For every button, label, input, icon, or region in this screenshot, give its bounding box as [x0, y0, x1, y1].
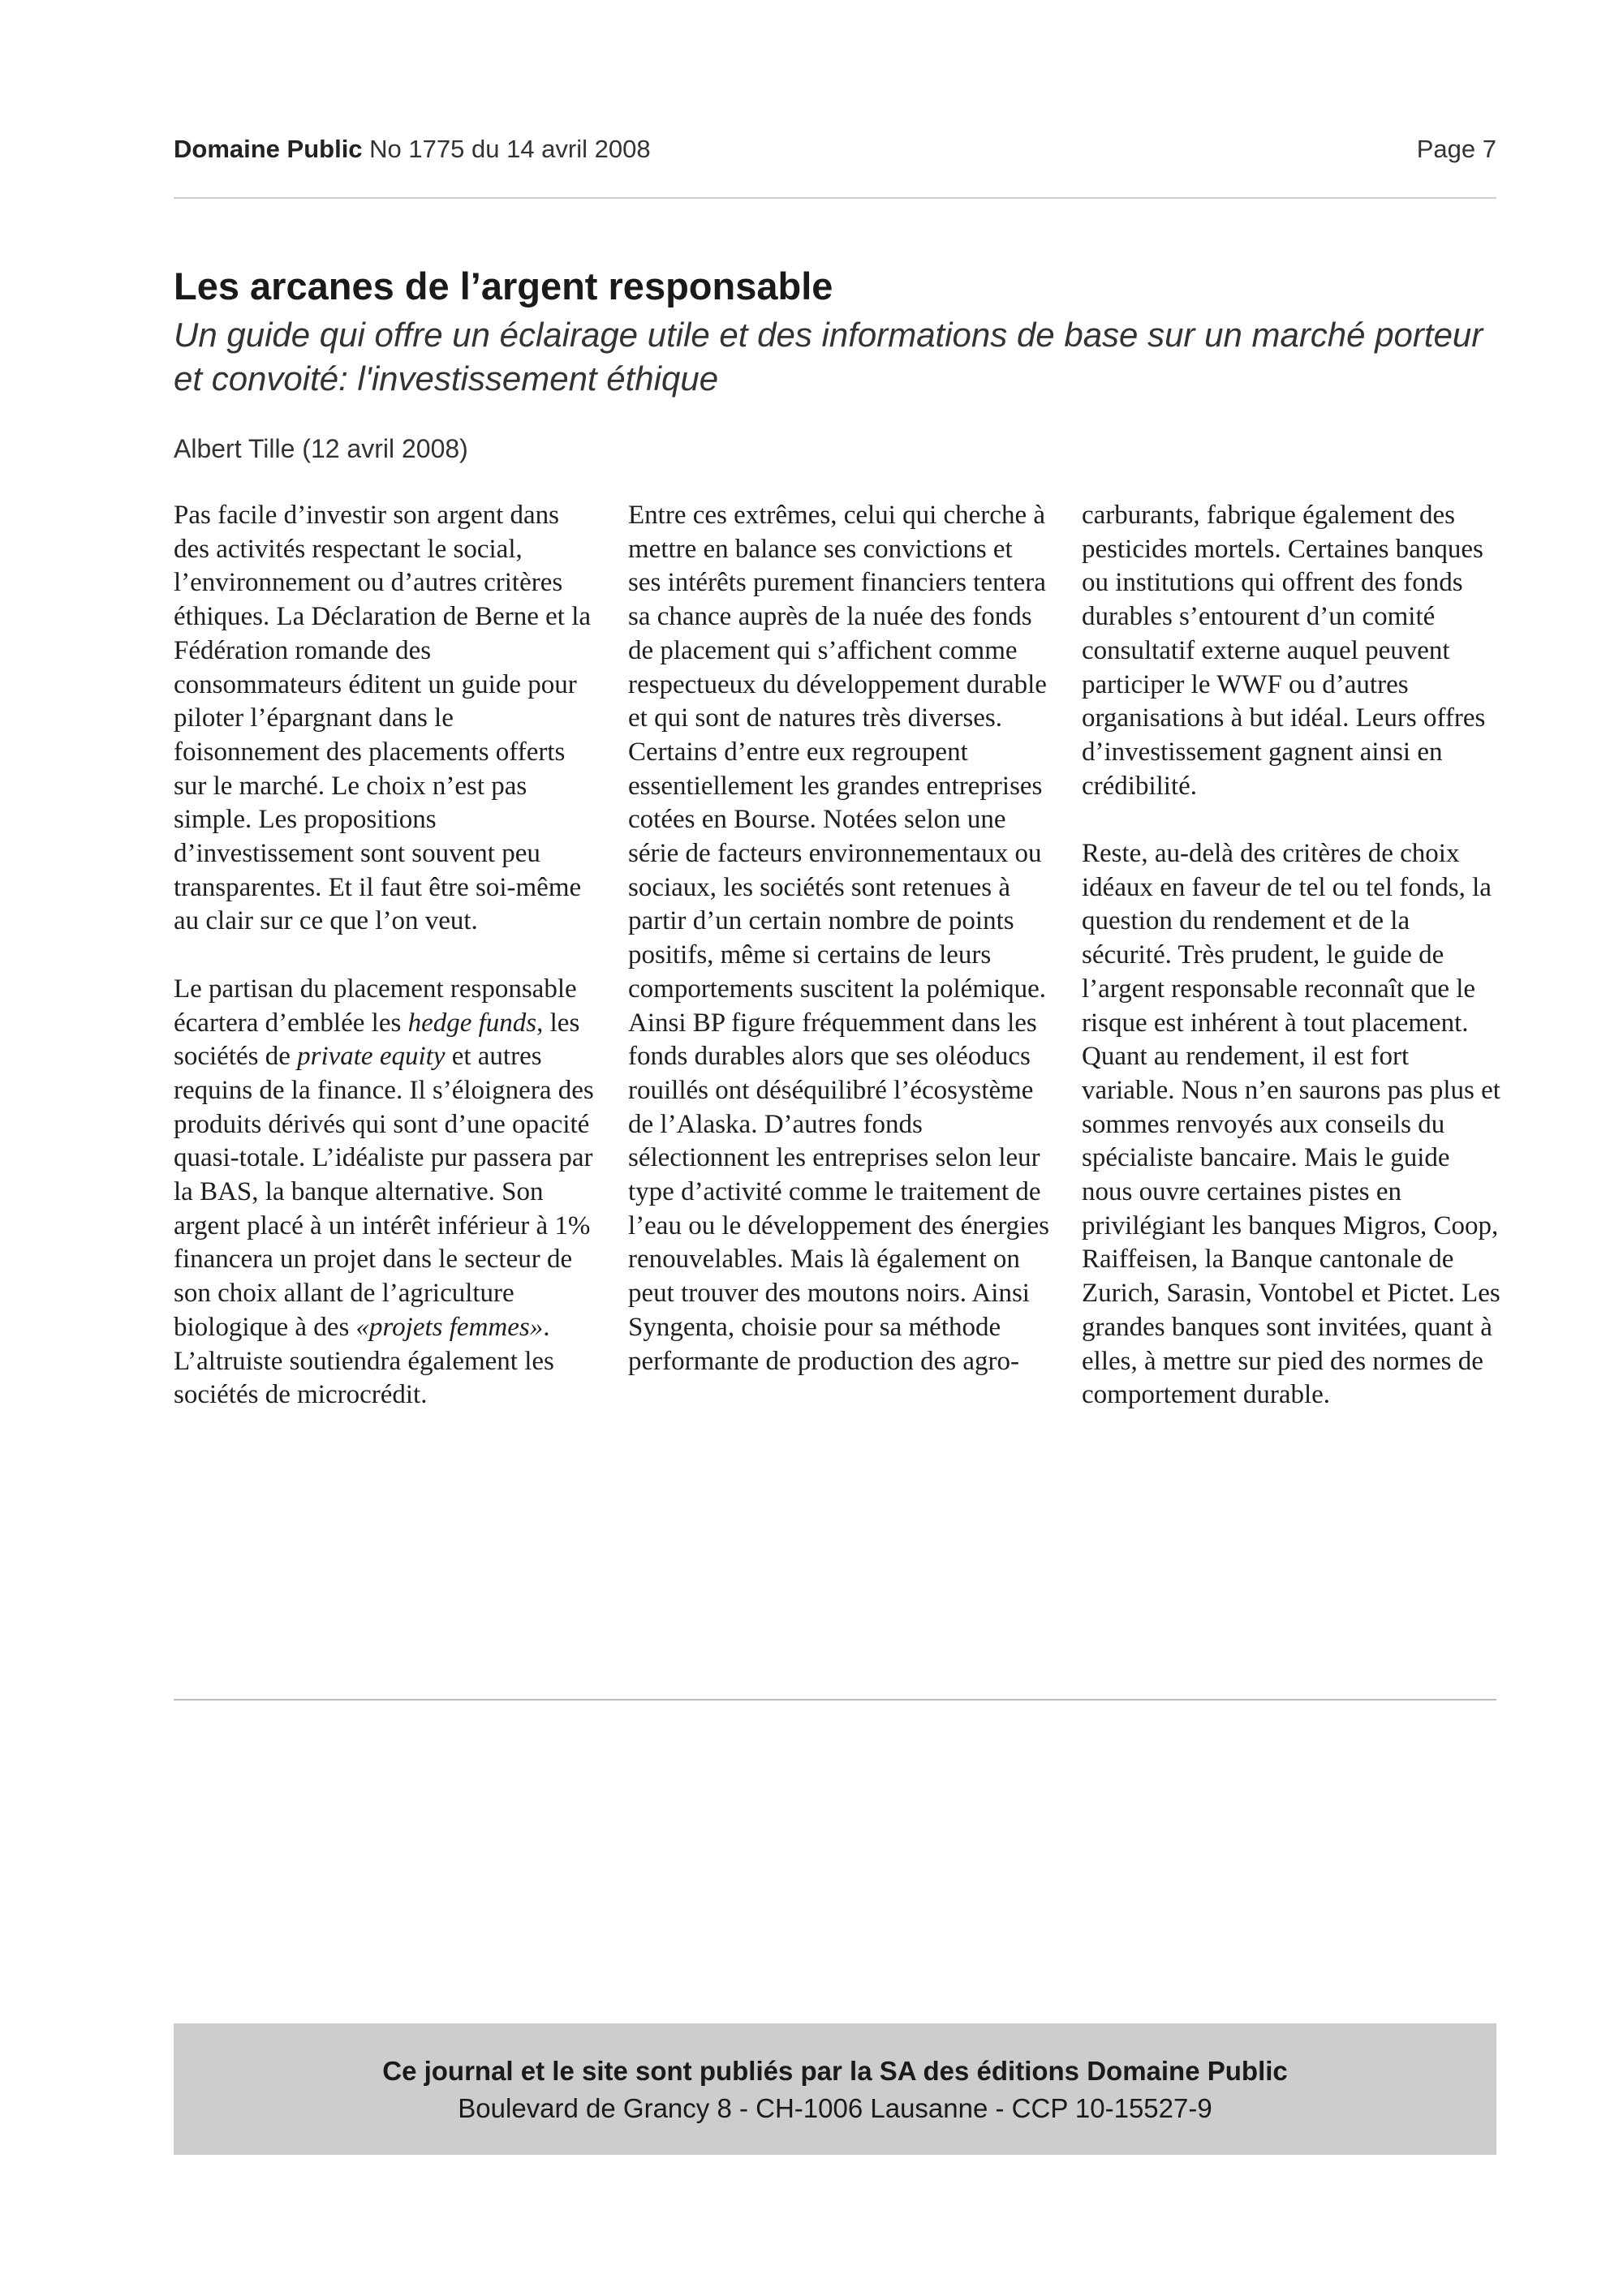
article-byline: Albert Tille (12 avril 2008) [174, 434, 468, 463]
paragraph: carburants, fabrique également des pesticides mortels. Certaines banques ou institutions qui offrent des fonds durables s’entourent d’un comité consultatif externe auquel peuvent participer le WWF ou d’autres organisations à but idéal. Leurs offres d’investissement gagnent ainsi en crédibilité. [1082, 501, 1486, 801]
paragraph: Reste, au-delà des critères de choix idéaux en faveur de tel ou tel fonds, la question du rendement et de la sécurité. Très prudent, le guide de l’argent responsable reconnaît que le risque est inhérent à tout placement. Quant au rendement, il est fort variable. Nous n’en saurons pas plus et sommes renvoyés aux conseils du spécialiste bancaire. Mais le guide nous ouvre certaines pistes en privilégiant les banques Migros, Coop, Raiffeisen, la Banque cantonale de Zurich, Sarasin, Vontobel et Pictet. Les grandes banques sont invitées, quant à elles, à mettre sur pied des normes de comportement durable. [1082, 839, 1500, 1410]
page-header [174, 135, 1496, 174]
article-subtitle: Un guide qui offre un éclairage utile et des informations de base sur un marché porteur et convoité: l'investissement éthique [174, 316, 1483, 398]
column-3 [1082, 499, 1504, 1412]
text-run: , les sociétés de [174, 1008, 580, 1072]
paragraph: Pas facile d’investir son argent dans des activités respectant le social, l’environnement ou d’autres critères éthiques. La Déclaration de Berne et la Fédération romande des consommateurs éditent un guide pour piloter l’épargnant dans le foisonnement des placements offerts sur le marché. Le choix n’est pas simple. Les propositions d’investissement sont souvent peu transparentes. Et il faut être soi-même au clair sur ce que l’on veut. [174, 501, 592, 936]
page-number: Page 7 [1416, 135, 1496, 163]
article-title: Les arcanes de l’argent responsable [174, 264, 833, 307]
column-2 [628, 499, 1050, 1378]
column-1 [174, 499, 596, 1412]
footer-publisher-line: Ce journal et le site sont publiés par la SA des éditions Domaine Public [382, 2056, 1288, 2086]
footer-address-line: Boulevard de Grancy 8 - CH-1006 Lausanne - CCP 10-15527-9 [458, 2093, 1212, 2123]
publication-name: Domaine Public [174, 135, 363, 163]
emphasis-private-equity: private equity [297, 1042, 446, 1072]
article-body [174, 499, 1500, 1659]
paragraph [174, 973, 596, 1412]
header-divider [174, 197, 1496, 199]
body-divider [174, 1699, 1496, 1701]
text-run: et autres requins de la finance. Il s’éloignera des produits dérivés qui sont d’une opacité quasi-totale. L’idéaliste pur passera par la BAS, la banque alternative. Son argent placé à un intérêt inférieur à 1% financera un projet dans le secteur de son choix allant de l’agriculture biologique à des [174, 1042, 594, 1342]
issue-info: No 1775 du 14 avril 2008 [369, 135, 651, 163]
text-run: Le partisan du placement responsable écartera d’emblée les [174, 974, 577, 1038]
paragraph: Entre ces extrêmes, celui qui cherche à mettre en balance ses convictions et ses intérêts purement financiers tentera sa chance auprès de la nuée des fonds de placement qui s’affichent comme respectueux du développement durable et qui sont de natures très diverses. Certains d’entre eux regroupent essentiellement les grandes entreprises cotées en Bourse. Notées selon une série de facteurs environnementaux ou sociaux, les sociétés sont retenues à partir d’un certain nombre de points positifs, même si certains de leurs comportements suscitent la polémique. Ainsi BP figure fréquemment dans les fonds durables alors que ses oléoducs rouillés ont déséquilibré l’écosystème de l’Alaska. D’autres fonds sélectionnent les entreprises selon leur type d’activité comme le traitement de l’eau ou le développement des énergies renouvelables. Mais là également on peut trouver des moutons noirs. Ainsi Syngenta, choisie pour sa méthode performante de production des agro- [628, 501, 1049, 1376]
text-run: . L’altruiste soutiendra également les sociétés de microcrédit. [174, 1312, 554, 1410]
emphasis-projets-femmes: «projets femmes» [355, 1312, 544, 1342]
publisher-footer [174, 2023, 1496, 2155]
emphasis-hedge-funds: hedge funds [407, 1008, 537, 1038]
